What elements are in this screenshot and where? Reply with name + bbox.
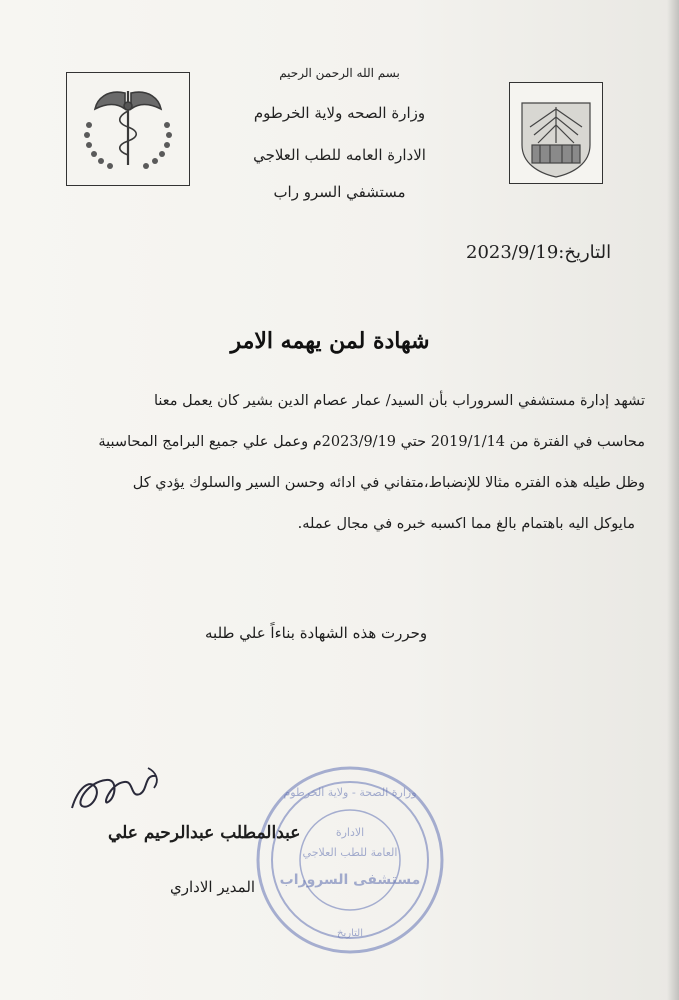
closing-statement: وحررت هذه الشهادة بناءاً علي طلبه [205,624,428,642]
ministry-name: وزارة الصحه ولاية الخرطوم [253,104,426,122]
body-line-3: وظل طيله هذه الفتره مثالا للإنضباط،متفاني في ادائه وحسن السير والسلوك يؤدي كل [132,475,645,491]
stamp-line-1: الادارة [335,826,365,839]
stamp-line-4: التاريخ [337,928,363,939]
stamp-outer-text: وزارة الصحة - ولاية الخرطوم [283,786,417,799]
caduceus-emblem-icon [66,72,190,186]
stamp-line-3: مستشفى السروراب [279,872,421,888]
body-line-1: تشهد إدارة مستشفي السروراب بأن السيد/ عمار عصام الدين بشير كان يعمل معنا [153,393,645,409]
hospital-crest-icon [509,82,603,184]
stamp-line-2: العامة للطب العلاجي [302,846,398,859]
body-line-4: مايوكل اليه باهتمام بالغ مما اكسبه خبره في مجال عمله. [297,516,635,532]
official-stamp-icon [250,760,450,960]
body-line-2: محاسب في الفترة من 2019/1/14 حتي 2023/9/19م وعمل علي جميع البرامج المحاسبية [98,434,645,450]
certificate-title: شهادة لمن يهمه الامر [230,328,430,354]
department-name: الادارة العامه للطب العلاجي [253,146,426,164]
hospital-name: مستشفي السرو راب [273,183,406,201]
document-date: التاريخ:2023/9/19 [466,242,612,263]
basmala: بسم الله الرحمن الرحيم [279,66,400,80]
signatory-role: المدير الاداري [170,878,256,896]
signatory-name: عبدالمطلب عبدالرحيم علي [108,823,301,843]
